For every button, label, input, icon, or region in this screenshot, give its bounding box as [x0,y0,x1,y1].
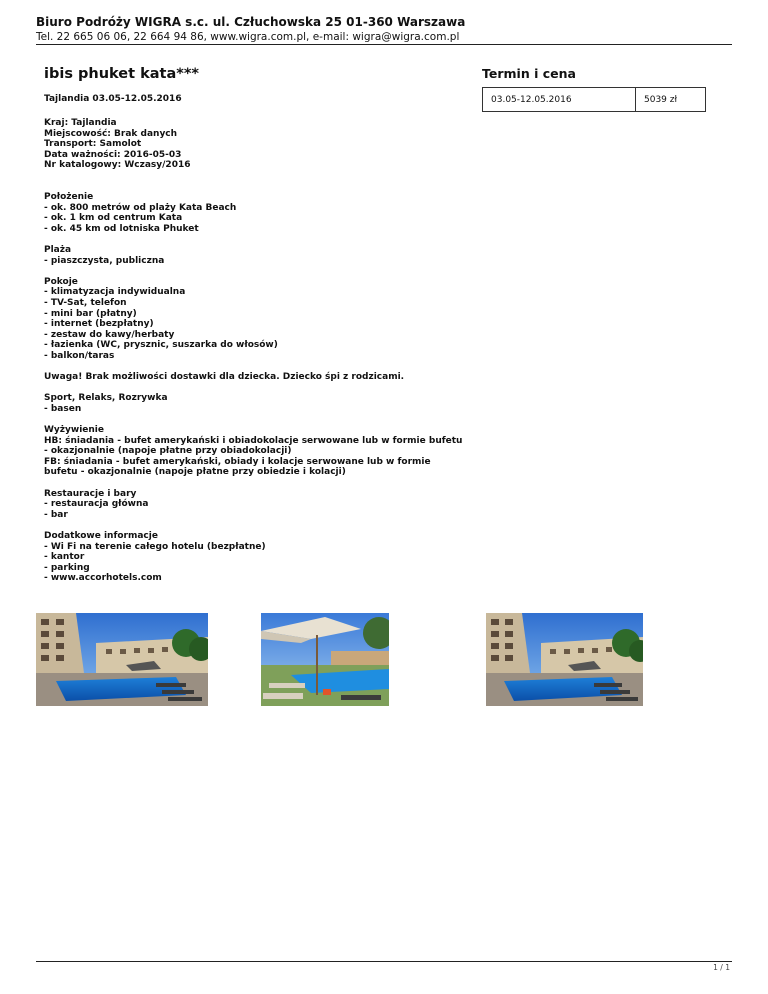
section-line: - kantor [44,552,85,563]
detail-town: Miejscowość: Brak danych [44,128,178,139]
section-line: - ok. 1 km od centrum Kata [44,213,183,224]
section-notice [44,372,474,383]
section-heading: Restauracje i bary [44,488,137,499]
detail-valid-date: Data ważności: 2016-05-03 [44,149,182,160]
section-line: - bar [44,509,68,520]
notice-text: Uwaga! Brak możliwości dostawki dla dziecka. Dziecko śpi z rodzicami. [44,372,405,383]
section-line: - www.accorhotels.com [44,573,162,584]
section-line: bufetu - okazjonalnie (napoje płatne przy obiedzie i kolacji) [44,467,346,478]
section-line: - zestaw do kawy/herbaty [44,329,175,340]
section-line: - restauracja główna [44,499,149,510]
section-heading: Położenie [44,191,94,202]
section-rooms [44,277,474,362]
hotel-photo-2-image [261,613,389,706]
detail-transport: Transport: Samolot [44,139,142,150]
hotel-photo-1-image [36,613,208,706]
detail-country: Kraj: Tajlandia [44,118,117,128]
section-restaurants [44,489,474,521]
price-table [482,87,706,112]
offer-details [44,118,474,171]
pricing-title: Termin i cena [482,66,576,81]
hotel-photo-3 [486,613,643,706]
section-heading: Pokoje [44,276,78,287]
header-divider [36,44,732,45]
price-row [483,88,706,112]
section-line: - ok. 800 metrów od plaży Kata Beach [44,202,237,213]
section-line: - piaszczysta, publiczna [44,255,165,266]
page-number: 1 / 1 [713,963,730,972]
footer-divider [36,961,732,962]
destination-dates: Tajlandia 03.05-12.05.2016 [44,94,182,104]
section-line: - balkon/taras [44,350,115,361]
offer-content [44,64,474,584]
hotel-title: ibis phuket kata*** [44,66,199,82]
section-heading: Dodatkowe informacje [44,530,158,541]
section-line: - okazjonalnie (napoje płatne przy obiadokolacji) [44,446,292,457]
price-term: 03.05-12.05.2016 [483,88,636,112]
price-amount: 5039 zł [636,88,706,112]
section-extra-info [44,531,474,584]
section-heading: Plaża [44,244,72,255]
section-heading: Wyżywienie [44,425,104,436]
hotel-photo-3-image [486,613,643,706]
agency-contact: Tel. 22 665 06 06, 22 664 94 86, www.wigra.com.pl, e-mail: wigra@wigra.com.pl [36,31,460,43]
page-header [36,14,732,44]
detail-catalog-number: Nr katalogowy: Wczasy/2016 [44,160,191,171]
description-sections [44,192,474,584]
section-sport [44,393,474,414]
section-line: - ok. 45 km od lotniska Phuket [44,223,199,234]
pricing-panel [482,64,704,112]
section-line: - basen [44,403,82,414]
hotel-photo-2 [261,613,389,706]
agency-name: Biuro Podróży WIGRA s.c. ul. Człuchowska 25 01-360 Warszawa [36,15,466,29]
section-line: - klimatyzacja indywidualna [44,287,186,298]
section-line: - mini bar (płatny) [44,308,137,319]
section-board [44,425,474,478]
section-line: - parking [44,562,90,573]
hotel-photo-1 [36,613,208,706]
section-line: - internet (bezpłatny) [44,319,154,330]
section-line: FB: śniadania - bufet amerykański, obiady i kolacje serwowane lub w formie [44,456,431,467]
section-line: - Wi Fi na terenie całego hotelu (bezpłatne) [44,541,266,552]
section-beach [44,245,474,266]
section-location [44,192,474,234]
section-line: HB: śniadania - bufet amerykański i obiadokolacje serwowane lub w formie bufetu [44,435,463,446]
section-line: - łazienka (WC, prysznic, suszarka do włosów) [44,340,278,351]
section-line: - TV-Sat, telefon [44,297,127,308]
section-heading: Sport, Relaks, Rozrywka [44,393,168,404]
